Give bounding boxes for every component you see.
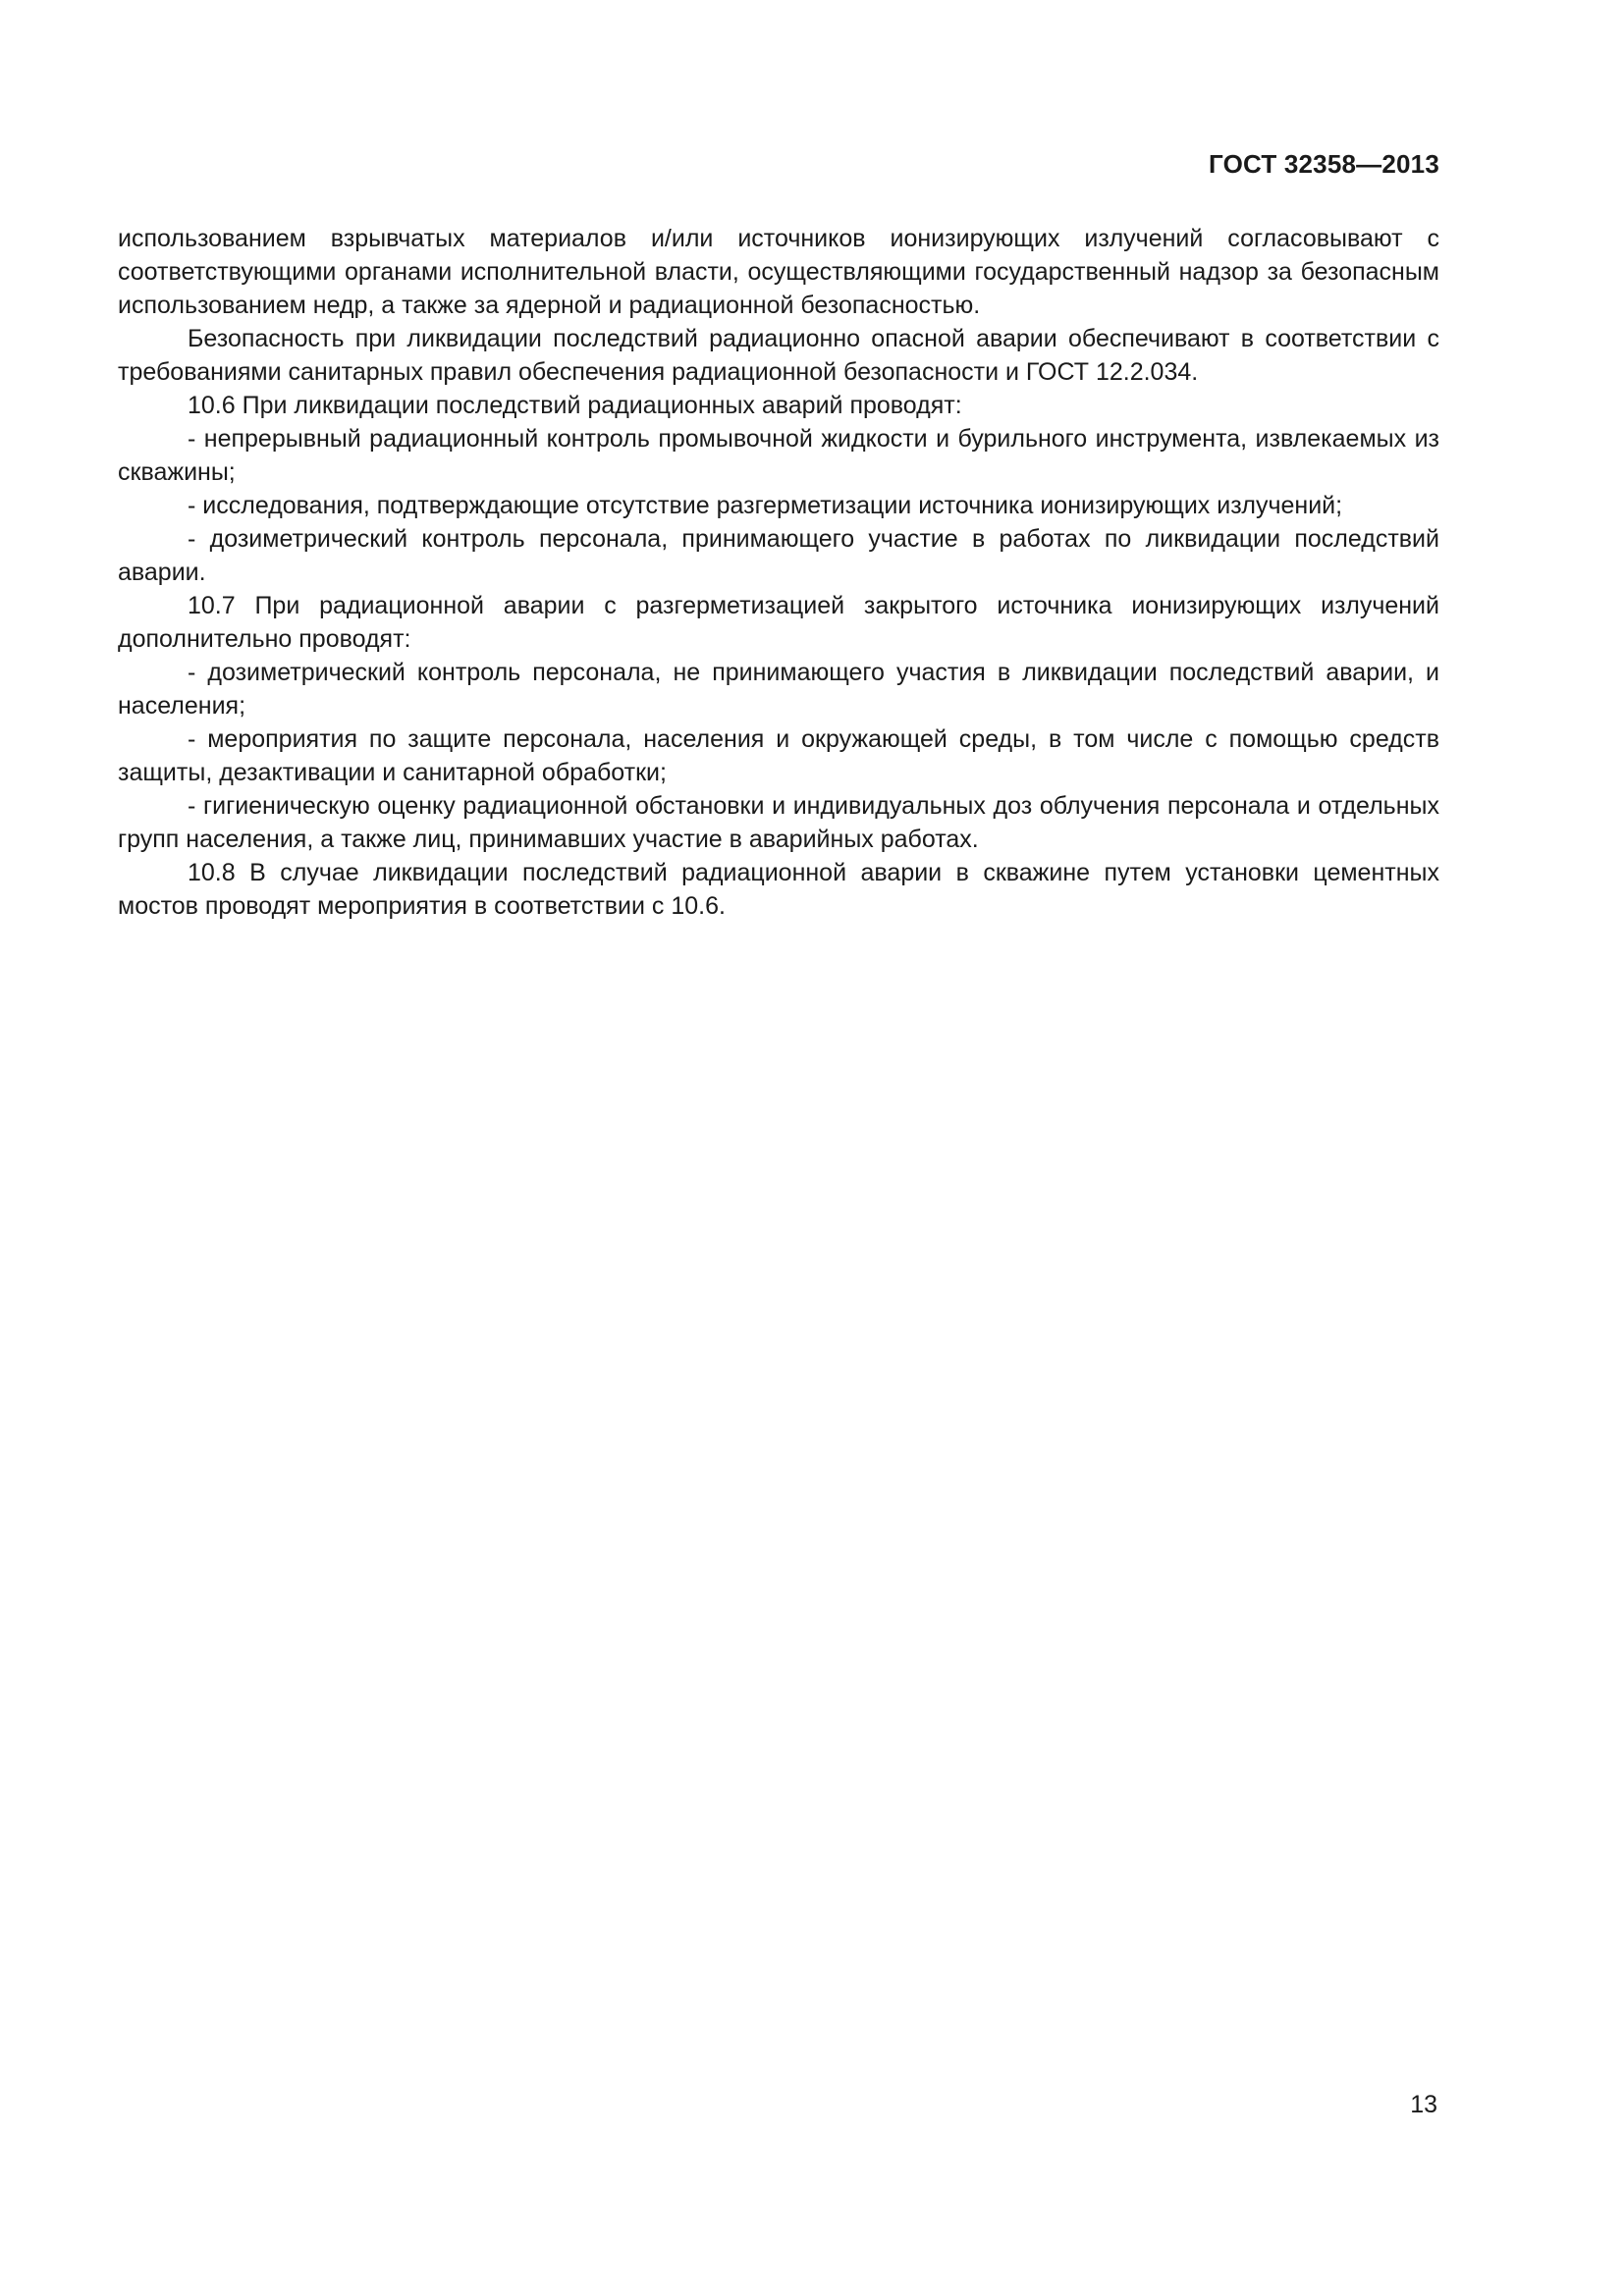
list-item: - исследования, подтверждающие отсутствие разгерметизации источника ионизирующих излучений;: [188, 492, 1343, 519]
body-text: [118, 222, 1439, 923]
list-item: - дозиметрический контроль персонала, принимающего участие в работах по ликвидации последствий аварии.: [118, 525, 1439, 586]
standard-header: ГОСТ 32358—2013: [1209, 149, 1439, 179]
list-item: - дозиметрический контроль персонала, не принимающего участия в ликвидации последствий аварии, и населения;: [118, 659, 1439, 720]
paragraph: Безопасность при ликвидации последствий радиационно опасной аварии обеспечивают в соответствии с требованиями санитарных правил обеспечения радиационной безопасности и ГОСТ 12.2.034.: [118, 325, 1439, 386]
clause-10-8: 10.8 В случае ликвидации последствий радиационной аварии в скважине путем установки цементных мостов проводят мероприятия в соответствии с 10.6.: [118, 859, 1439, 920]
page-number: 13: [1410, 2091, 1437, 2118]
paragraph: использованием взрывчатых материалов и/или источников ионизирующих излучений согласовывают с соответствующими органами исполнительной власти, осуществляющими государственный надзор за безопасным использованием недр, а также за ядерной и радиационной безопасностью.: [118, 225, 1439, 319]
list-item: - гигиеническую оценку радиационной обстановки и индивидуальных доз облучения персонала и отдельных групп населения, а также лиц, принимавших участие в аварийных работах.: [118, 792, 1439, 853]
clause-10-6: 10.6 При ликвидации последствий радиационных аварий проводят:: [188, 392, 962, 419]
list-item: - непрерывный радиационный контроль промывочной жидкости и бурильного инструмента, извлекаемых из скважины;: [118, 425, 1439, 486]
list-item: - мероприятия по защите персонала, населения и окружающей среды, в том числе с помощью средств защиты, дезактивации и санитарной обработки;: [118, 725, 1439, 786]
clause-10-7: 10.7 При радиационной аварии с разгерметизацией закрытого источника ионизирующих излучений дополнительно проводят:: [118, 592, 1439, 653]
